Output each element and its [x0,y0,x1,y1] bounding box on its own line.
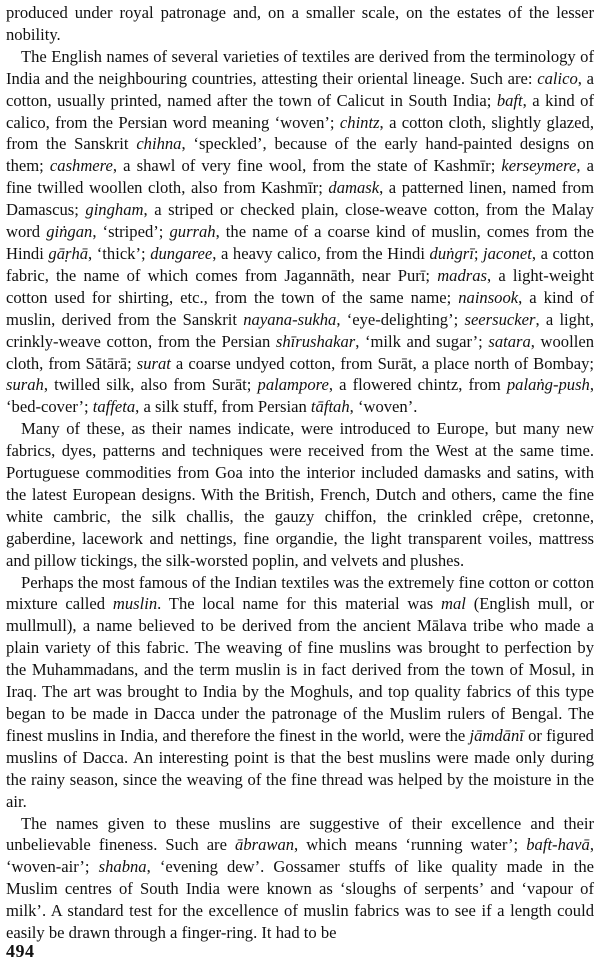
text-run: , a kind of muslin, derived from the Sanskrit [6,287,594,329]
italic-term: gāṛhā [48,243,89,263]
text-run: Perhaps the most famous of the Indian textiles was the extremely fine cotton or cotton mixture called [6,572,594,614]
italic-term: jaconet [483,243,532,263]
text-run: , a heavy calico, from the Hindi [212,243,430,263]
text-run: , a fine twilled woollen cloth, also from Kashmīr; [6,156,594,198]
text-run: , a shawl of very fine wool, from the state of Kashmīr; [112,156,502,176]
italic-term: cashmere [49,156,113,176]
text-run: , ‘evening dew’. Gossamer stuffs of like quality made in the Muslim centres of South India were known as ‘sloughs of serpents’ and ‘vapour of milk’. A standard test for the excellence of muslin fabrics was to see if a length could easily be drawn through a finger-ring. It had to be [6,857,594,943]
italic-term: surat [136,353,171,373]
italic-term: shabna [98,857,147,877]
italic-term: damask [328,178,380,198]
text-run: , a light-weight cotton used for shirting, etc., from the town of the same name; [6,265,594,307]
text-run: , ‘bed-cover’; [6,375,594,417]
italic-term: kerseymere [501,156,577,176]
paragraph-english-names [6,46,594,418]
text-run: , a kind of calico, from the Persian word meaning ‘woven’; [6,90,594,132]
text-run: or figured muslins of Dacca. An interesting point is that the best muslins were made only during the rainy season, since the weaving of the fine thread was helped by the moisture in the air. [6,725,594,811]
italic-term: duṅgrī [429,243,474,263]
text-run: , woollen cloth, from Sātārā; [6,331,594,373]
text-run: a coarse undyed cotton, from Surāt, a place north of Bombay; [170,353,594,373]
text-run: . The local name for this material was [157,594,442,614]
italic-term: chihna [136,134,182,154]
italic-term: jāmdānī [469,725,524,745]
text-run: The English names of several varieties of textiles are derived from the terminology of India and the neighbouring countries, attesting their oriental lineage. Such are: [6,46,594,88]
italic-term: gingham [85,200,144,220]
text-run: , ‘milk and sugar’; [355,331,489,351]
text-run: produced under royal patronage and, on a smaller scale, on the estates of the lesser nobility. [6,3,594,44]
page-number: 494 [6,941,35,961]
italic-term: baft-havā [526,835,590,855]
text-run: , a silk stuff, from Persian [135,397,311,417]
text-run: , which means ‘running water’; [294,835,527,855]
italic-term: taffeta [92,397,136,417]
italic-term: chintz [339,112,380,132]
italic-term: muslin [112,594,158,614]
text-run: , the name of a coarse kind of muslin, comes from the Hindi [6,222,595,263]
italic-term: nainsook [458,287,519,307]
text-run: , a striped or checked plain, close-weave cotton, from the Malay word [6,200,594,242]
paragraph-muslin [6,572,594,813]
book-page [6,2,594,978]
italic-term: dungaree [150,243,213,263]
text-run: ; [473,243,484,263]
italic-term: baft [496,90,523,110]
text-run: , a patterned linen, named from Damascus; [6,178,594,220]
italic-term: nayana-sukha [243,309,337,329]
text-run: , ‘thick’; [88,243,151,263]
paragraph-names-muslins [6,813,594,944]
italic-term: madras [437,265,487,285]
text-body [6,2,594,944]
text-run: , ‘striped’; [92,222,170,242]
italic-term: giṅgan [46,222,93,242]
italic-term: seersucker [464,309,536,329]
italic-term: gurrah [169,222,216,242]
text-run: , ‘woven’. [349,397,418,417]
italic-term: palampore [257,375,329,395]
text-run: , a flowered chintz, from [328,375,507,395]
paragraph-intro [6,2,594,46]
text-run: , ‘woven-air’; [6,835,594,877]
italic-term: satara [488,331,531,351]
italic-term: shīrushakar [275,331,356,351]
text-run: Many of these, as their names indicate, were introduced to Europe, but many new fabrics, dyes, patterns and techniques were received from the West at the same time. Portuguese commodities from Goa into the interior included damasks and satins, with the latest European designs. With the British, French, Dutch and others, came the fine white cambric, the silk challis, the gauzy chiffon, the crinkled crêpe, cretonne, gaberdine, lacework and nettings, fine organdie, the light transparent voiles, mattress and pillow tickings, the silk-worsted poplin, and velvets and plushes. [6,419,594,570]
text-run: , a cotton cloth, slightly glazed, from the Sanskrit [6,112,594,154]
italic-term: ābrawan [235,835,295,855]
italic-term: tāftah [310,397,350,417]
text-run: , a light, crinkly-weave cotton, from the Persian [6,309,595,351]
paragraph-europe [6,418,594,571]
text-run: The names given to these muslins are suggestive of their excellence and their unbelievable fineness. Such are [6,813,594,855]
italic-term: mal [441,594,466,614]
text-run: , ‘speckled’, because of the early hand-painted designs on them; [6,134,595,176]
italic-term: surah [6,375,44,395]
text-run: , twilled silk, also from Surāt; [43,375,258,395]
italic-term: palaṅg-push [506,375,590,395]
text-run: (English mull, or mullmull), a name believed to be derived from the ancient Mālava tribe who made a plain variety of this fabric. The weaving of fine muslins was brought to perfection by the Muhammadans, and the term muslin is in fact derived from the town of Mosul, in Iraq. The art was brought to India by the Moghuls, and top quality fabrics of this type began to be made in Dacca under the patronage of the Muslim rulers of Bengal. The finest muslins in India, and therefore the finest in the world, were the [6,594,594,745]
text-run: , ‘eye-delighting’; [336,309,465,329]
italic-term: calico [537,68,578,88]
text-run: , a cotton, usually printed, named after the town of Calicut in South India; [6,68,594,110]
text-run: , a cotton fabric, the name of which comes from Jagannāth, near Purī; [6,243,595,285]
